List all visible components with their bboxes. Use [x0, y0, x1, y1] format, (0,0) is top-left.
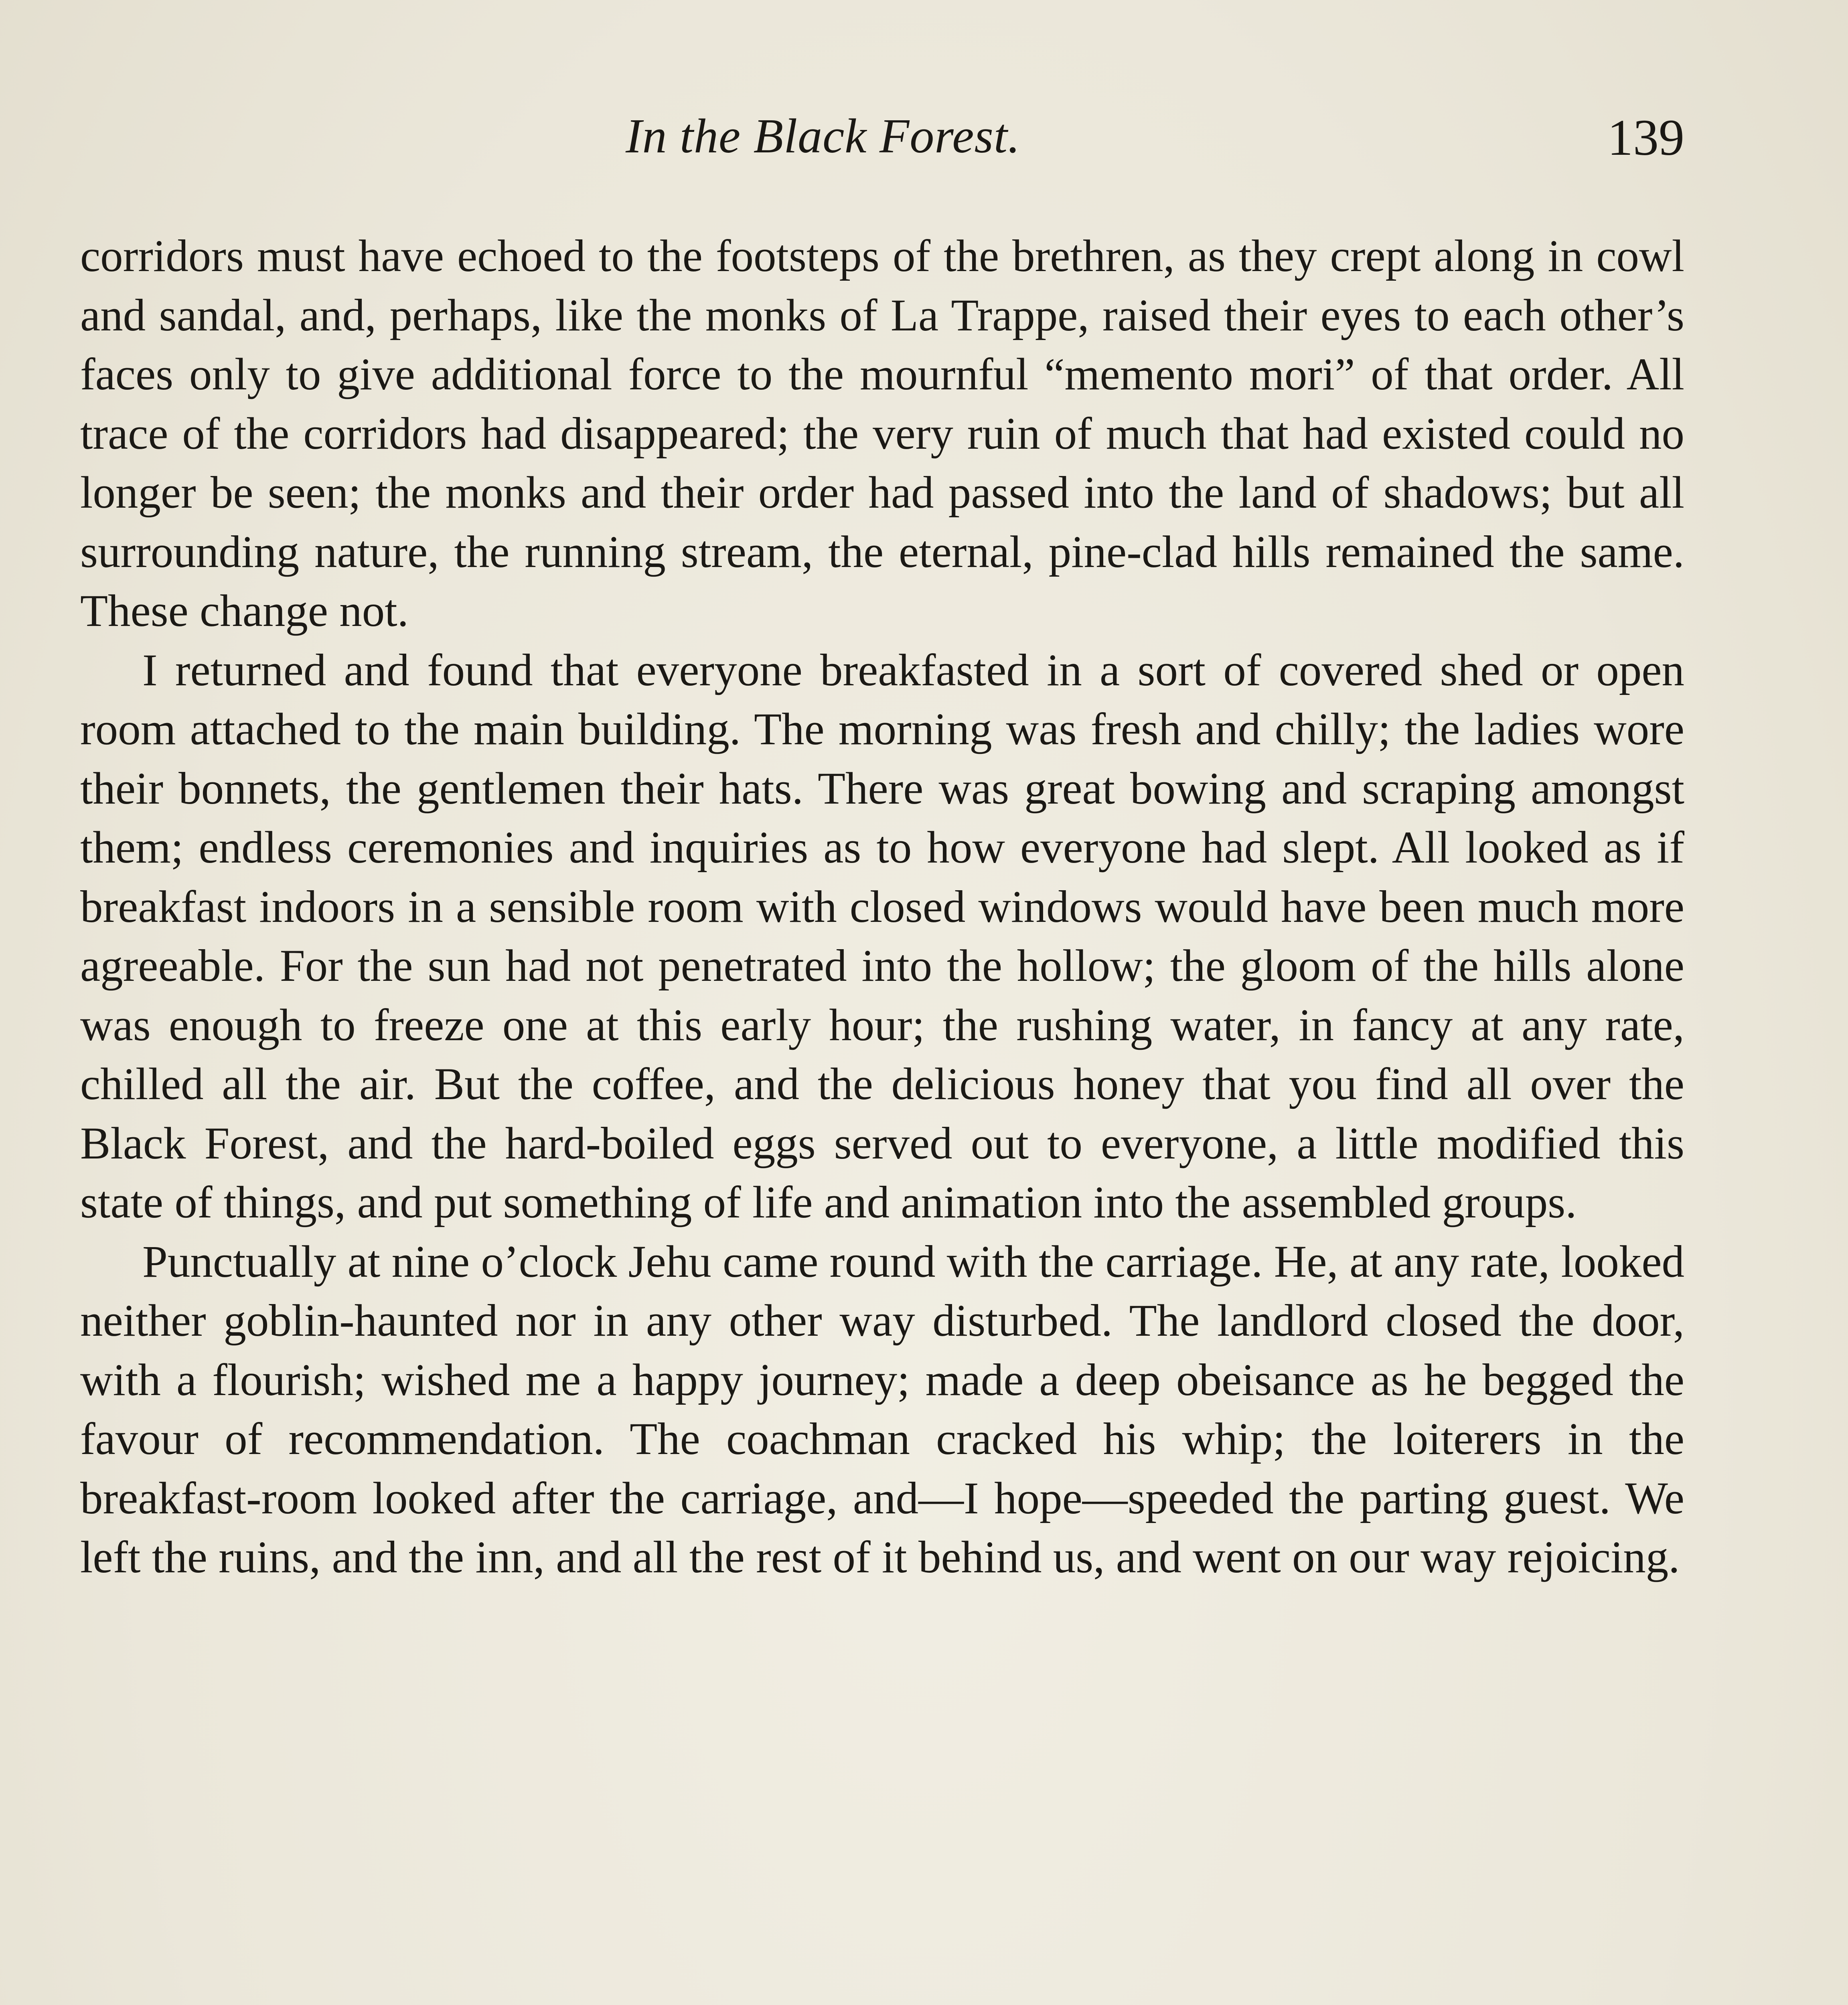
running-head: In the Black Forest.: [626, 109, 1021, 163]
body-text: [80, 227, 1684, 1587]
paragraph-2: I returned and found that everyone breakfasted in a sort of covered shed or open room attached to the main building. The morning was fresh and chilly; the ladies wore their bonnets, the gentlemen their hats. There was great bowing and scraping amongst them; endless ceremonies and inquiries as to how everyone had slept. All looked as if breakfast indoors in a sensible room with closed windows would have been much more agreeable. For the sun had not penetrated into the hollow; the gloom of the hills alone was enough to freeze one at this early hour; the rushing water, in fancy at any rate, chilled all the air. But the coffee, and the delicious honey that you find all over the Black Forest, and the hard-boiled eggs served out to everyone, a little modified this state of things, and put something of life and animation into the assembled groups.: [80, 645, 1684, 1227]
page-header: [80, 108, 1684, 188]
page-number: 139: [1607, 109, 1684, 166]
paragraph-1: corridors must have echoed to the footsteps of the brethren, as they crept along in cowl and sandal, and, perhaps, like the monks of La Trappe, raised their eyes to each other’s faces only to give additional force to the mournful “memento mori” of that order. All trace of the corridors had disappeared; the very ruin of much that had existed could no longer be seen; the monks and their order had passed into the land of shadows; but all surrounding nature, the running stream, the eternal, pine-clad hills remained the same. These change not.: [80, 231, 1684, 636]
bleed-through-text: [80, 1985, 1684, 2005]
paragraph-3: Punctually at nine o’clock Jehu came round with the carriage. He, at any rate, looked neither goblin-haunted nor in any other way disturbed. The landlord closed the door, with a flourish; wished me a happy journey; made a deep obeisance as he begged the favour of recommendation. The coachman cracked his whip; the loiterers in the breakfast-room looked after the carriage, and—I hope—speeded the parting guest. We left the ruins, and the inn, and all the rest of it behind us, and went on our way rejoicing.: [80, 1236, 1684, 1582]
